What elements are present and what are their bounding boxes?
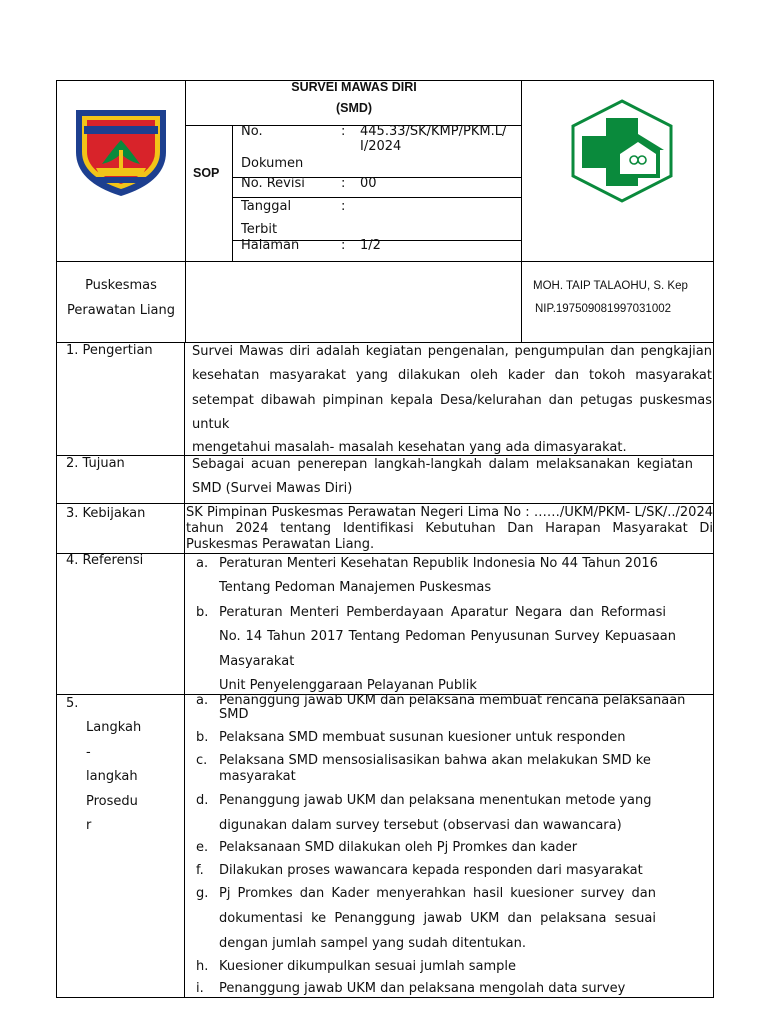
org-name-line2: Perawatan Liang [66, 303, 176, 318]
field-label-terbit: Terbit [241, 222, 278, 237]
section-label-langkah: langkah [86, 769, 138, 784]
pengertian-line: Survei Mawas diri adalah kegiatan pengenalan, pengumpulan dan pengkajian [192, 344, 712, 359]
section-label-langkah: Langkah [86, 720, 142, 735]
pengertian-line: untuk [192, 417, 230, 432]
section-label-langkah: 5. [66, 696, 79, 711]
langkah-line: Pj Promkes dan Kader menyerahkan hasil kuesioner survey dan [219, 886, 656, 901]
section-label-referensi: 4. Referensi [66, 553, 144, 568]
langkah-marker: b. [196, 730, 209, 745]
langkah-line: Kuesioner dikumpulkan sesuai jumlah sample [219, 959, 517, 974]
referensi-line: Tentang Pedoman Manajemen Puskesmas [219, 580, 492, 595]
section-label-langkah: - [86, 745, 91, 760]
langkah-marker: h. [196, 959, 209, 974]
langkah-line: Penanggung jawab UKM dan pelaksana mengolah data survey [219, 981, 626, 996]
langkah-line: digunakan dalam survey tersebut (observasi dan wawancara) [219, 818, 622, 833]
referensi-line: No. 14 Tahun 2017 Tentang Pedoman Penyusunan Survey Kepuasaan [219, 629, 676, 644]
langkah-marker: a. [196, 693, 209, 708]
kebijakan-line: Puskesmas Perawatan Liang. [186, 537, 375, 552]
regency-emblem-icon [72, 106, 170, 198]
langkah-marker: g. [196, 886, 209, 901]
org-name-line1: Puskesmas [85, 278, 157, 293]
tujuan-line: Sebagai acuan penerepan langkah-langkah dalam melaksanakan kegiatan [192, 457, 693, 472]
field-label-dokumen: Dokumen [241, 156, 304, 171]
field-sep-halaman: : [341, 238, 346, 253]
pengertian-line: kesehatan masyarakat yang dilakukan oleh kader dan tokoh masyarakat [192, 368, 712, 383]
field-value-no-2: I/2024 [360, 139, 402, 154]
langkah-marker: e. [196, 840, 209, 855]
referensi-line: Masyarakat [219, 654, 295, 669]
langkah-marker: i. [196, 981, 204, 996]
section-label-langkah: Prosedu [86, 794, 138, 809]
field-value-halaman: 1/2 [360, 238, 381, 253]
langkah-line: Dilakukan proses wawancara kepada responden dari masyarakat [219, 863, 643, 878]
section-label-kebijakan: 3. Kebijakan [66, 506, 146, 521]
referensi-line: Peraturan Menteri Kesehatan Republik Indonesia No 44 Tahun 2016 [219, 556, 658, 571]
section-label-pengertian: 1. Pengertian [66, 343, 153, 358]
section-label-langkah: r [86, 818, 92, 833]
tujuan-line: SMD (Survei Mawas Diri) [192, 481, 353, 496]
doc-title-line1: SURVEI MAWAS DIRI [291, 80, 417, 94]
field-sep-no: : [341, 124, 346, 139]
signatory-nip: NIP.197509081997031002 [535, 303, 672, 315]
langkah-marker: f. [196, 863, 204, 878]
kebijakan-line: tahun 2024 tentang Identifikasi Kebutuhan Dan Harapan Masyarakat Di [186, 521, 713, 536]
referensi-marker: a. [196, 556, 209, 571]
referensi-line: Peraturan Menteri Pemberdayaan Aparatur Negara dan Reformasi [219, 605, 666, 620]
langkah-line: Pelaksanaan SMD dilakukan oleh Pj Promkes dan kader [219, 840, 578, 855]
langkah-line: dengan jumlah sampel yang sudah ditentukan. [219, 936, 526, 951]
langkah-line: Penanggung jawab UKM dan pelaksana menentukan metode yang [219, 793, 652, 808]
pengertian-line: mengetahui masalah- masalah kesehatan yang ada dimasyarakat. [192, 440, 627, 455]
signatory-name: MOH. TAIP TALAOHU, S. Kep [533, 280, 688, 292]
langkah-line: Penanggung jawab UKM dan pelaksana membuat rencana pelaksanaan [219, 693, 686, 708]
langkah-line: dokumentasi ke Penanggung jawab UKM dan pelaksana sesuai [219, 911, 656, 926]
langkah-marker: c. [196, 753, 208, 768]
field-label-revisi: No. Revisi [241, 176, 305, 191]
langkah-line: SMD [219, 707, 249, 722]
field-sep-tanggal: : [341, 199, 346, 214]
field-label-halaman: Halaman [241, 238, 300, 253]
field-value-revisi: 00 [360, 176, 377, 191]
puskesmas-logo-icon [568, 98, 676, 204]
referensi-marker: b. [196, 605, 209, 620]
sop-label: SOP [193, 166, 220, 180]
langkah-line: Pelaksana SMD mensosialisasikan bahwa akan melakukan SMD ke [219, 753, 651, 768]
field-value-no: 445.33/SK/KMP/PKM.L/ [360, 124, 507, 139]
langkah-line: Pelaksana SMD membuat susunan kuesioner untuk responden [219, 730, 626, 745]
langkah-marker: d. [196, 793, 209, 808]
pengertian-line: setempat dibawah pimpinan kepala Desa/kelurahan dan petugas puskesmas [192, 393, 712, 408]
section-label-tujuan: 2. Tujuan [66, 456, 125, 471]
kebijakan-line: SK Pimpinan Puskesmas Perawatan Negeri Lima No : ……/UKM/PKM- L/SK/../2024 [186, 505, 713, 520]
field-sep-revisi: : [341, 176, 346, 191]
doc-title-line2: (SMD) [335, 101, 373, 115]
langkah-line: masyarakat [219, 769, 296, 784]
field-label-tanggal: Tanggal [241, 199, 292, 214]
referensi-line: Unit Penyelenggaraan Pelayanan Publik [219, 678, 477, 693]
field-label-no: No. [241, 124, 263, 139]
